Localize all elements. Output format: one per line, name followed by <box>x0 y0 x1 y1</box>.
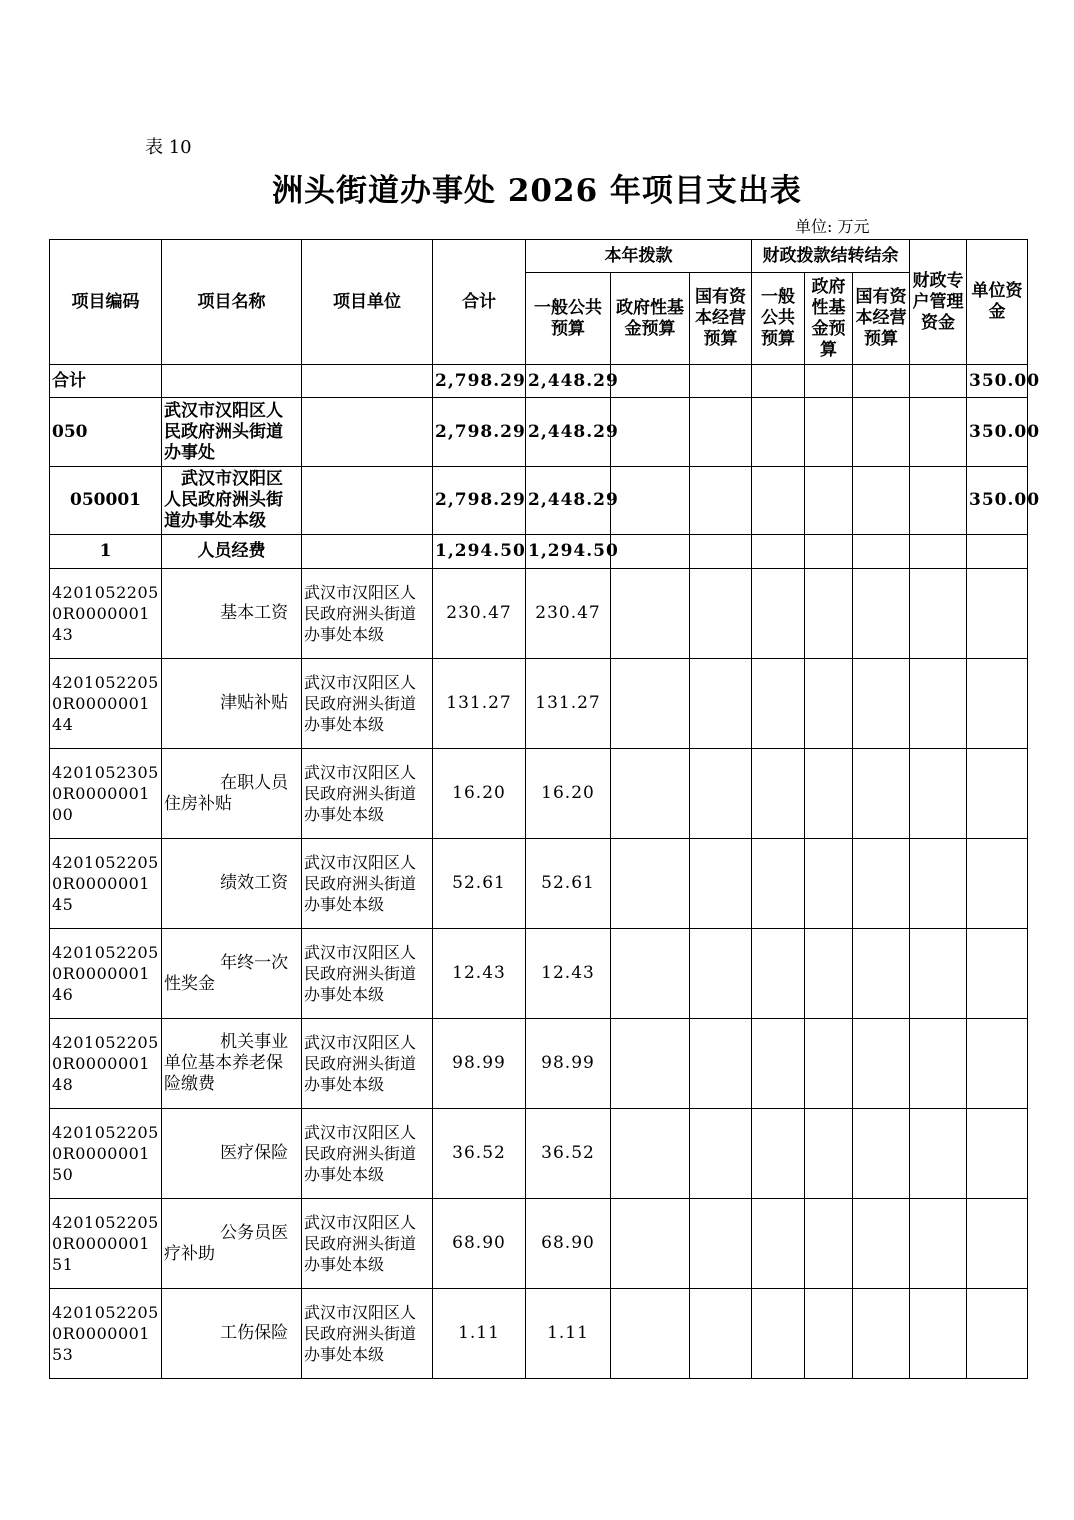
expenditure-table <box>49 239 1041 1379</box>
table-row <box>50 1019 1028 1109</box>
row-total: 2,798.29 <box>433 467 526 535</box>
row-general: 1.11 <box>526 1289 611 1379</box>
row-total: 2,798.29 <box>433 365 526 398</box>
row-general: 52.61 <box>526 839 611 929</box>
row-code: 1 <box>50 535 162 569</box>
row-code: 050 <box>50 398 162 467</box>
header-row-1 <box>50 240 1028 273</box>
row-general: 16.20 <box>526 749 611 839</box>
row-code: 42010522050R000000148 <box>50 1019 162 1109</box>
summary-row <box>50 398 1028 467</box>
row-total: 52.61 <box>433 839 526 929</box>
row-code: 42010522050R000000143 <box>50 569 162 659</box>
header-this-year: 本年拨款 <box>526 240 752 273</box>
row-general: 2,448.29 <box>526 467 611 535</box>
row-code: 42010522050R000000146 <box>50 929 162 1019</box>
row-unit <box>302 365 433 398</box>
row-code: 42010522050R000000153 <box>50 1289 162 1379</box>
header-sub: 国有资本经营预算 <box>853 273 910 365</box>
row-name: 年终一次性奖金 <box>162 929 302 1019</box>
row-unit <box>302 398 433 467</box>
header-own: 单位资金 <box>967 240 1028 365</box>
row-total: 230.47 <box>433 569 526 659</box>
header-code: 项目编码 <box>50 240 162 365</box>
row-unit: 武汉市汉阳区人民政府洲头街道办事处本级 <box>302 659 433 749</box>
row-general: 131.27 <box>526 659 611 749</box>
header-sub: 国有资本经营预算 <box>690 273 752 365</box>
table-row <box>50 659 1028 749</box>
row-name: 机关事业单位基本养老保险缴费 <box>162 1019 302 1109</box>
row-total: 12.43 <box>433 929 526 1019</box>
row-unit: 武汉市汉阳区人民政府洲头街道办事处本级 <box>302 839 433 929</box>
header-sub: 一般公共预算 <box>752 273 805 365</box>
summary-row <box>50 365 1028 398</box>
row-code: 合计 <box>50 365 162 398</box>
header-sub: 政府性基金预算 <box>805 273 853 365</box>
row-name: 医疗保险 <box>162 1109 302 1199</box>
row-total: 1.11 <box>433 1289 526 1379</box>
summary-row <box>50 467 1028 535</box>
row-total: 98.99 <box>433 1019 526 1109</box>
row-code: 42010522050R000000151 <box>50 1199 162 1289</box>
unit-label: 单位: 万元 <box>795 217 870 236</box>
row-total: 16.20 <box>433 749 526 839</box>
row-name: 武汉市汉阳区人民政府洲头街道办事处 <box>162 398 302 467</box>
row-code: 42010522050R000000144 <box>50 659 162 749</box>
row-general: 2,448.29 <box>526 365 611 398</box>
row-name: 公务员医疗补助 <box>162 1199 302 1289</box>
table-row <box>50 1199 1028 1289</box>
row-name: 在职人员住房补贴 <box>162 749 302 839</box>
row-code: 42010522050R000000145 <box>50 839 162 929</box>
row-name: 绩效工资 <box>162 839 302 929</box>
row-name: 武汉市汉阳区人民政府洲头街道办事处本级 <box>162 467 302 535</box>
page-title: 洲头街道办事处 2026 年项目支出表 <box>272 173 802 209</box>
header-special: 财政专户管理资金 <box>910 240 967 365</box>
row-unit: 武汉市汉阳区人民政府洲头街道办事处本级 <box>302 1109 433 1199</box>
row-unit: 武汉市汉阳区人民政府洲头街道办事处本级 <box>302 1019 433 1109</box>
row-code: 42010523050R000000100 <box>50 749 162 839</box>
table-row <box>50 1289 1028 1379</box>
row-name: 基本工资 <box>162 569 302 659</box>
row-total: 2,798.29 <box>433 398 526 467</box>
header-sub: 政府性基金预算 <box>611 273 690 365</box>
row-unit: 武汉市汉阳区人民政府洲头街道办事处本级 <box>302 1289 433 1379</box>
row-general: 36.52 <box>526 1109 611 1199</box>
table-row <box>50 1109 1028 1199</box>
row-own: 350.00 <box>967 365 1028 398</box>
table-number-label: 表 10 <box>145 137 192 158</box>
row-total: 68.90 <box>433 1199 526 1289</box>
row-code: 050001 <box>50 467 162 535</box>
row-general: 68.90 <box>526 1199 611 1289</box>
table-row <box>50 749 1028 839</box>
row-unit: 武汉市汉阳区人民政府洲头街道办事处本级 <box>302 749 433 839</box>
header-carryover: 财政拨款结转结余 <box>752 240 910 273</box>
row-name: 津贴补贴 <box>162 659 302 749</box>
row-unit <box>302 535 433 569</box>
table-row <box>50 929 1028 1019</box>
row-unit <box>302 467 433 535</box>
row-general: 230.47 <box>526 569 611 659</box>
header-sub: 一般公共预算 <box>526 273 611 365</box>
table-row <box>50 569 1028 659</box>
row-unit: 武汉市汉阳区人民政府洲头街道办事处本级 <box>302 1199 433 1289</box>
row-own: 350.00 <box>967 398 1028 467</box>
header-name: 项目名称 <box>162 240 302 365</box>
row-general: 12.43 <box>526 929 611 1019</box>
row-name: 人员经费 <box>162 535 302 569</box>
row-own <box>967 535 1028 569</box>
row-own: 350.00 <box>967 467 1028 535</box>
row-unit: 武汉市汉阳区人民政府洲头街道办事处本级 <box>302 929 433 1019</box>
row-total: 1,294.50 <box>433 535 526 569</box>
header-total: 合计 <box>433 240 526 365</box>
summary-row <box>50 535 1028 569</box>
row-unit: 武汉市汉阳区人民政府洲头街道办事处本级 <box>302 569 433 659</box>
row-total: 131.27 <box>433 659 526 749</box>
row-general: 98.99 <box>526 1019 611 1109</box>
row-name <box>162 365 302 398</box>
row-total: 36.52 <box>433 1109 526 1199</box>
row-general: 2,448.29 <box>526 398 611 467</box>
row-code: 42010522050R000000150 <box>50 1109 162 1199</box>
row-name: 工伤保险 <box>162 1289 302 1379</box>
row-general: 1,294.50 <box>526 535 611 569</box>
table-row <box>50 839 1028 929</box>
header-unit: 项目单位 <box>302 240 433 365</box>
